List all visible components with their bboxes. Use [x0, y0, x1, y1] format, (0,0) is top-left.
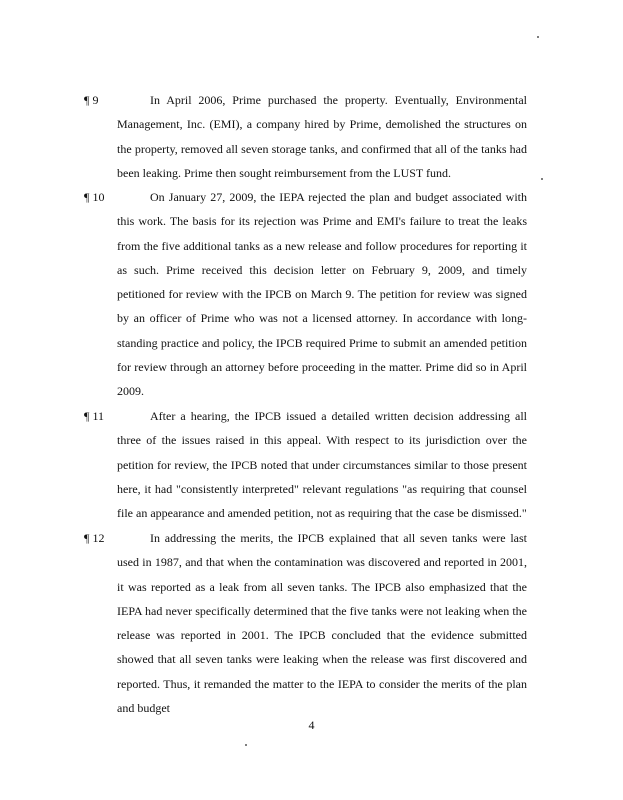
paragraph-text: After a hearing, the IPCB issued a detailed written decision addressing all three of the issues raised in this appeal. With respect to its jurisdiction over the petition for review, the IPCB noted that under circumstances similar to those present here, it had "consistently interpreted" relevant regulations "as requiring that counsel file an appearance and amended petition, not as requiring that the case be dismissed." [117, 409, 527, 521]
paragraph-text: On January 27, 2009, the IEPA rejected the plan and budget associated with this work. The basis for its rejection was Prime and EMI's failure to treat the leaks from the five additional tanks as a new release and follow procedures for reporting it as such. Prime received this decision letter on February 9, 2009, and timely petitioned for review with the IPCB on March 9. The petition for review was signed by an officer of Prime who was not a licensed attorney. In accordance with long-standing practice and policy, the IPCB required Prime to submit an amended petition for review through an attorney before proceeding in the matter. Prime did so in April 2009. [117, 190, 527, 399]
paragraph-mark: ¶ 10 [84, 190, 105, 204]
scan-speck [245, 744, 247, 746]
paragraph-mark: ¶ 12 [84, 531, 105, 545]
page-number: 4 [308, 718, 315, 732]
paragraph-mark: ¶ 9 [84, 93, 99, 107]
scan-speck [537, 36, 539, 38]
scan-speck [541, 178, 543, 180]
paragraph-text: In April 2006, Prime purchased the property. Eventually, Environmental Management, Inc. (EMI), a company hired by Prime, demolished the structures on the property, removed all seven storage tanks, and confirmed that all of the tanks had been leaking. Prime then sought reimbursement from the LUST fund. [117, 93, 527, 180]
paragraph-text: In addressing the merits, the IPCB explained that all seven tanks were last used in 1987, and that when the contamination was discovered and reported in 2001, it was reported as a leak from all seven tanks. The IPCB also emphasized that the IEPA had never specifically determined that the five tanks were not leaking when the release was reported in 2001. The IPCB concluded that the evidence submitted showed that all seven tanks were leaking when the release was first discovered and reported. Thus, it remanded the matter to the IEPA to consider the merits of the plan and budget [117, 531, 527, 716]
paragraph-mark: ¶ 11 [84, 409, 104, 423]
